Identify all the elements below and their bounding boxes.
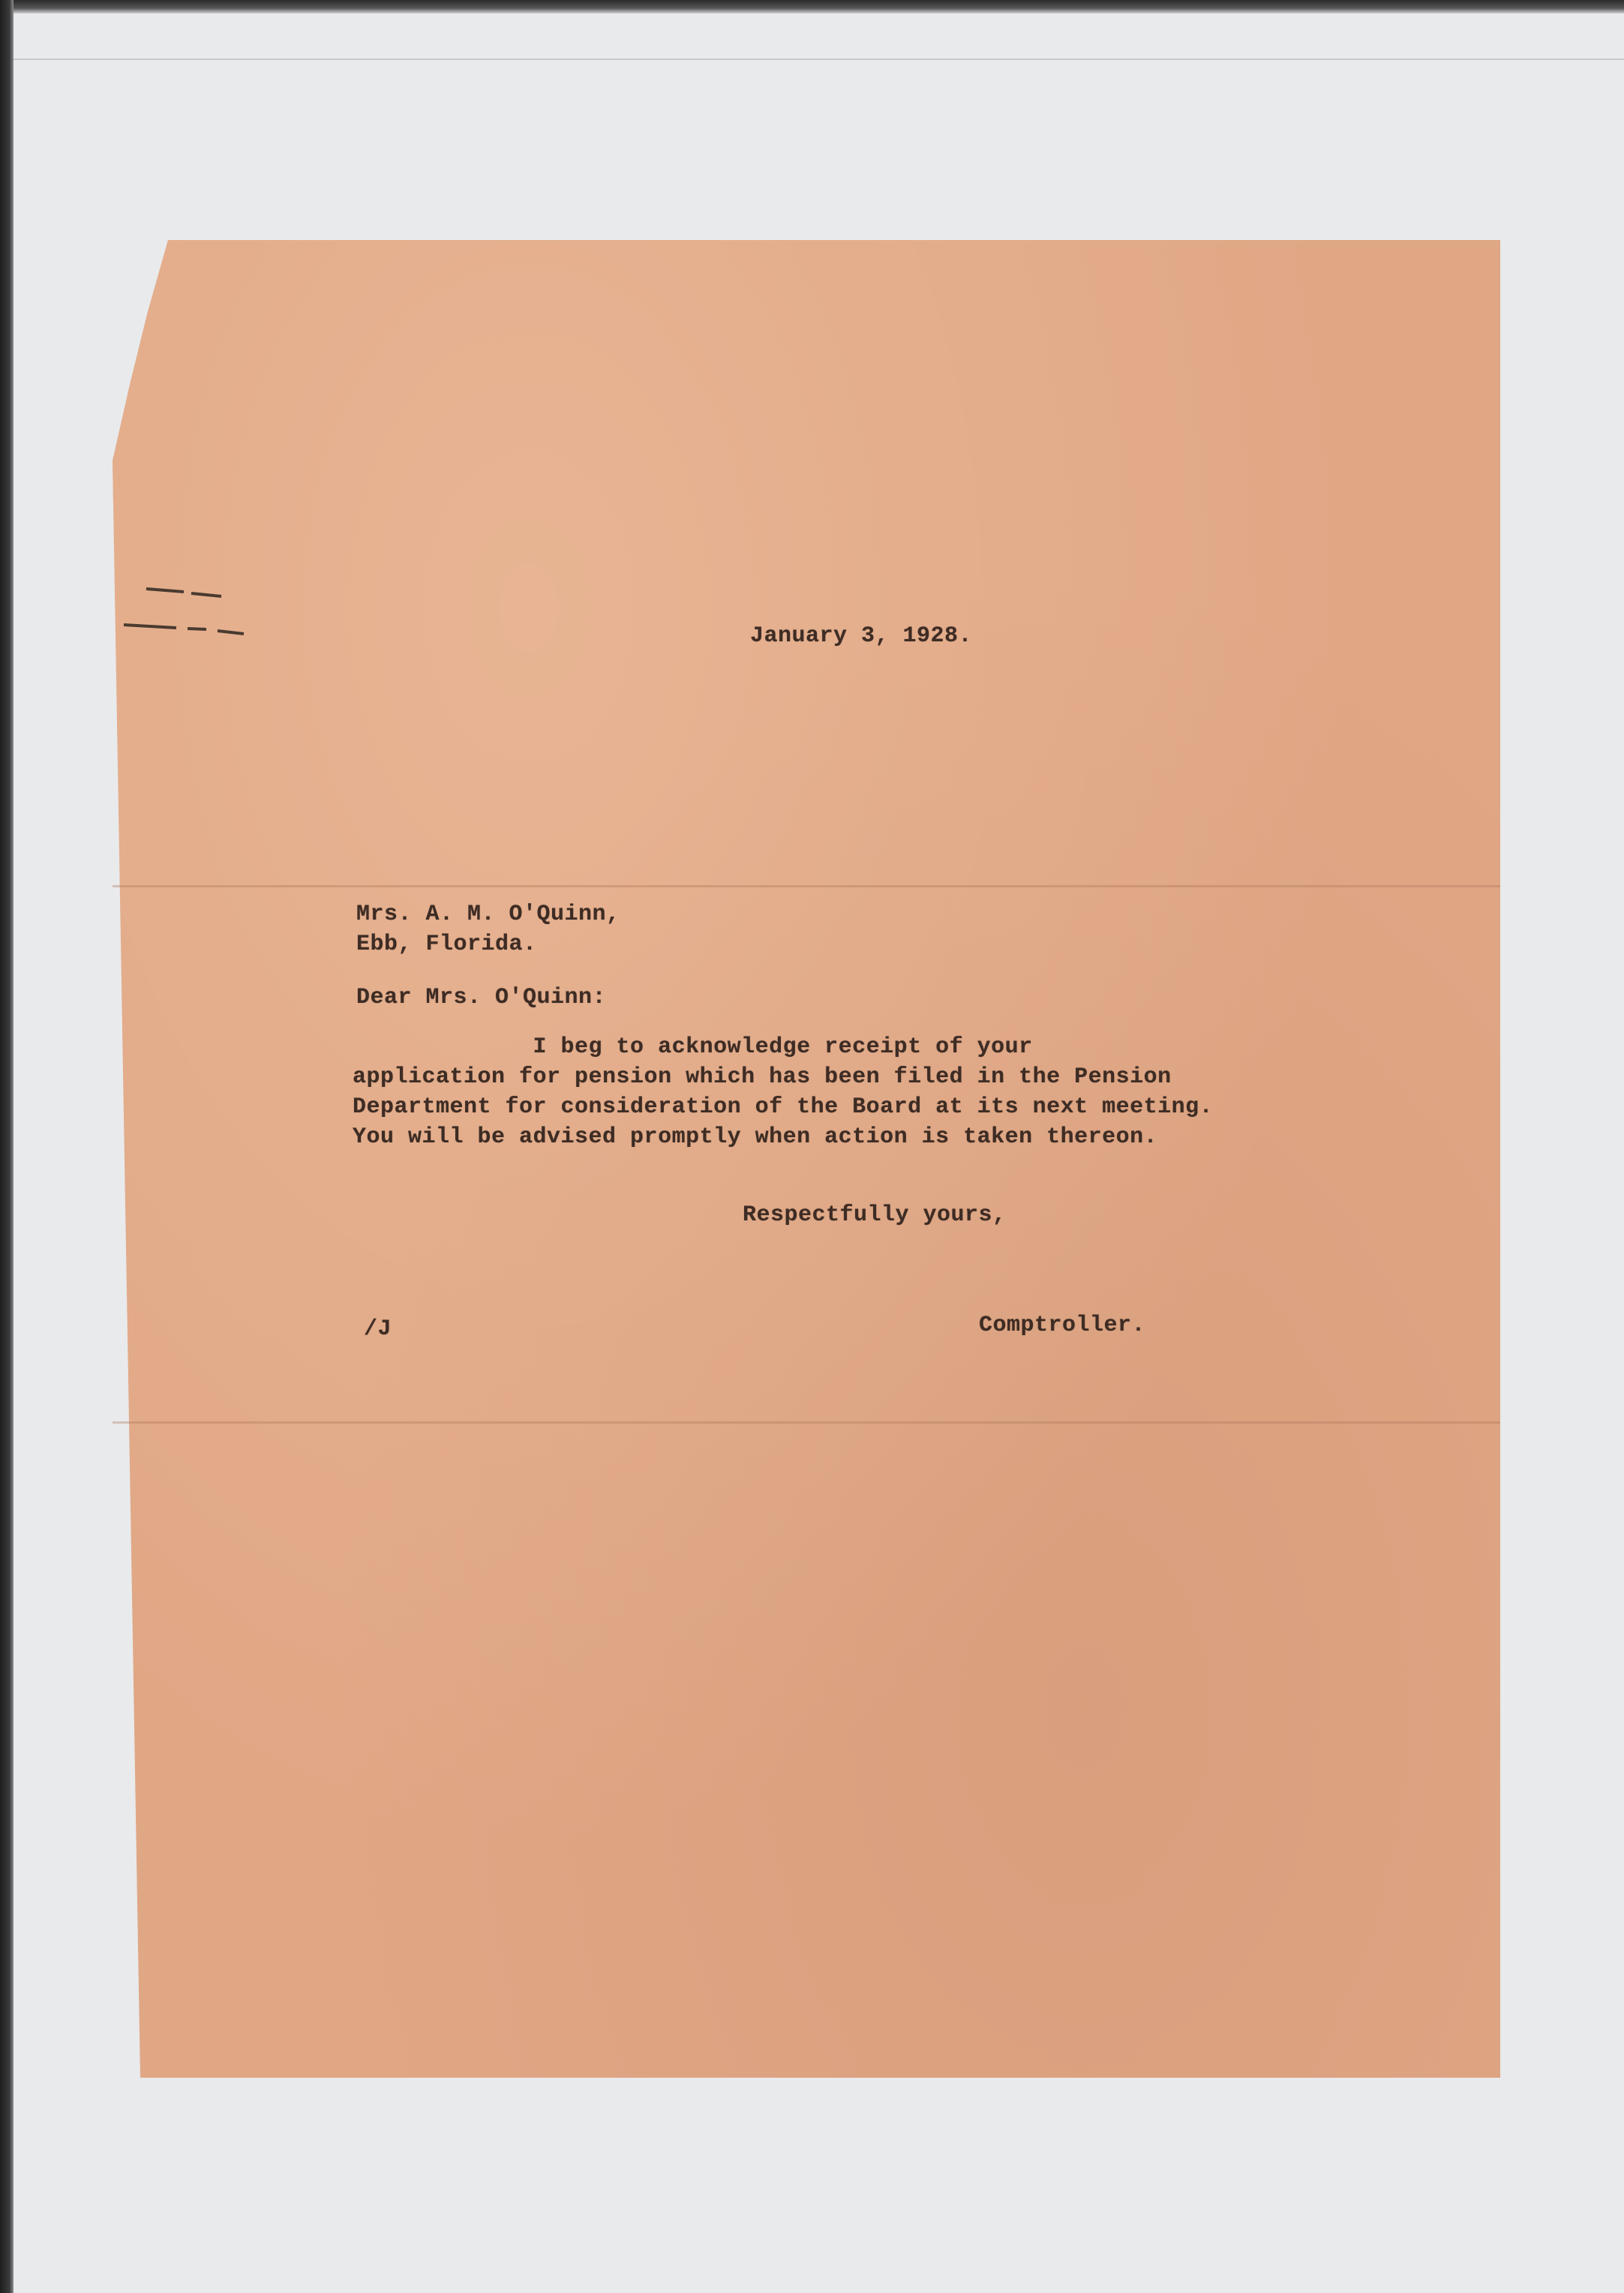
letter-date: January 3, 1928. (750, 623, 973, 649)
typist-initials: /J (364, 1316, 392, 1342)
paper-fold-line (113, 1421, 1500, 1424)
letter-body (353, 1032, 1213, 1152)
letter-page (113, 240, 1500, 2078)
body-line: You will be advised promptly when action is taken thereon. (353, 1124, 1158, 1150)
scanner-edge-left (0, 0, 14, 2293)
body-line: Department for consideration of the Board at its next meeting. (353, 1094, 1214, 1120)
scanner-line (14, 59, 1624, 60)
address-line-city: Ebb, Florida. (356, 932, 537, 957)
scanner-edge-top (14, 0, 1624, 14)
recipient-address (356, 899, 620, 959)
paper-fold-line (113, 885, 1500, 887)
body-line: application for pension which has been filed in the Pension (353, 1064, 1172, 1090)
salutation: Dear Mrs. O'Quinn: (356, 985, 607, 1010)
address-line-name: Mrs. A. M. O'Quinn, (356, 902, 620, 927)
complimentary-close: Respectfully yours, (743, 1202, 1007, 1228)
margin-pencil-marks (124, 581, 274, 664)
signature-title: Comptroller. (979, 1313, 1146, 1338)
body-line: I beg to acknowledge receipt of your (353, 1034, 1033, 1060)
